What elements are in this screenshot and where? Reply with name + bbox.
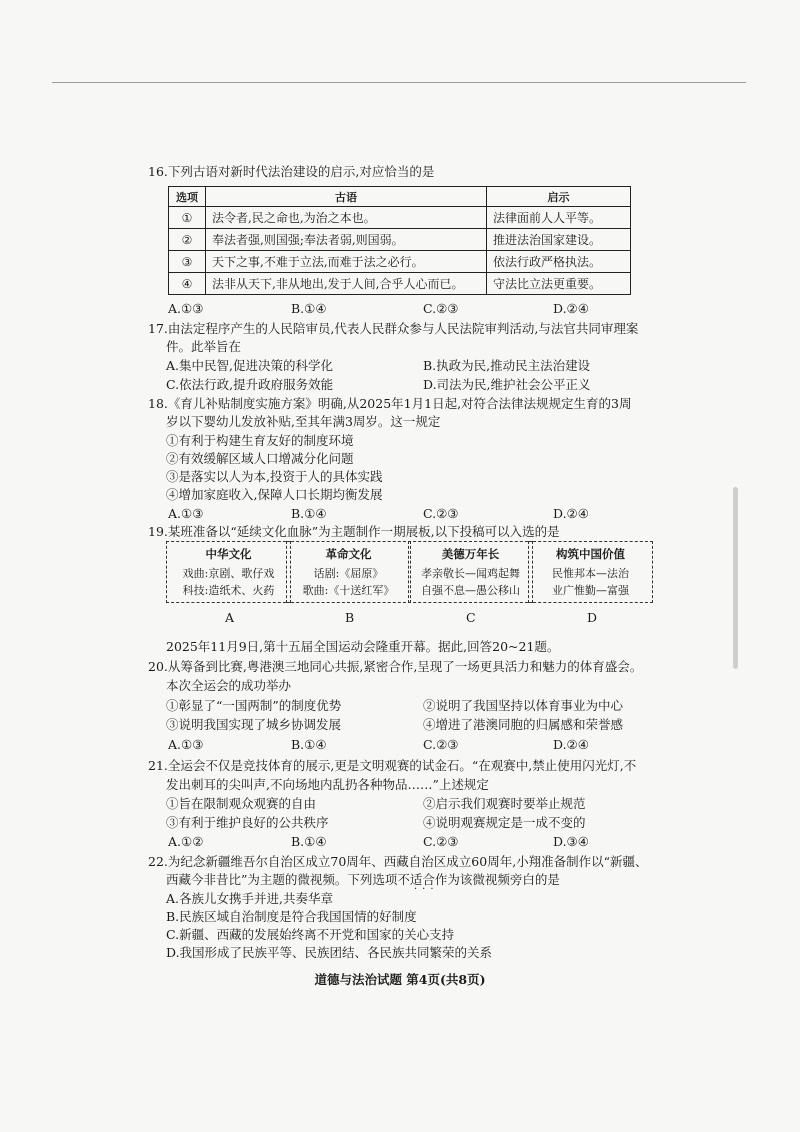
- q17-stem-line2: 件。此举旨在: [166, 339, 242, 354]
- q20-option-c: C.②③: [423, 737, 459, 752]
- q18-item-3: ③是落实以人为本,投资于人的具体实践: [166, 469, 383, 484]
- q20-option-b: B.①④: [291, 737, 327, 752]
- q18-stem-line1: 18.《育儿补贴制度实施方案》明确,从2025年1月1日起,对符合法律法规规定生育的3周: [148, 396, 632, 411]
- q18-option-a: A.①③: [168, 506, 204, 521]
- header-insight: 启示: [487, 187, 631, 207]
- q19-stem: 19.某班准备以“延续文化血脉”为主题制作一期展板,以下投稿可以入选的是: [148, 524, 560, 539]
- table-row: [169, 273, 631, 295]
- card-line: 自强不息—愚公移山: [421, 584, 520, 597]
- card-line: 戏曲:京剧、歌仔戏: [182, 567, 275, 580]
- q22-option-d: D.我国形成了民族平等、民族团结、各民族共同繁荣的关系: [166, 945, 493, 960]
- row-insight: 守法比立法更重要。: [487, 273, 631, 295]
- q21-item-1: ①旨在限制观众观赛的自由: [166, 796, 317, 811]
- q16-option-c: C.②③: [423, 301, 459, 316]
- card-line: 民惟邦本—法治: [552, 567, 629, 580]
- row-insight: 推进法治国家建设。: [487, 229, 631, 251]
- q22-option-b: B.民族区域自治制度是符合我国国情的好制度: [166, 909, 417, 924]
- row-saying: 天下之事,不难于立法,而难于法之必行。: [206, 251, 487, 273]
- emphasis-dots: ···: [414, 884, 439, 895]
- card-line: 歌曲:《十送红军》: [302, 584, 395, 597]
- q20-item-2: ②说明了我国坚持以体育事业为中心: [423, 698, 624, 713]
- q19-label-c: C: [466, 610, 476, 625]
- q22-stem-line1: 22.为纪念新疆维吾尔自治区成立70周年、西藏自治区成立60周年,小翔准备制作以“新疆、: [148, 854, 648, 869]
- header-saying: 古语: [206, 187, 487, 207]
- q17-option-c: C.依法行政,提升政府服务效能: [166, 377, 334, 392]
- table-row: [169, 251, 631, 273]
- card-line: 业广惟勤—富强: [552, 584, 629, 597]
- q19-card-d: [528, 541, 653, 603]
- card-line: 话剧:《屈原》: [313, 567, 384, 580]
- row-saying: 法令者,民之命也,为治之本也。: [206, 207, 487, 229]
- q19-card-a: [166, 541, 291, 603]
- q21-item-3: ③有利于维护良好的公共秩序: [166, 815, 329, 830]
- row-saying: 法非从天下,非从地出,发于人间,合乎人心而已。: [206, 273, 487, 295]
- card-title: 中华文化: [205, 547, 252, 561]
- q21-option-b: B.①④: [291, 834, 327, 849]
- q16-stem: 16.下列古语对新时代法治建设的启示,对应恰当的是: [148, 164, 435, 179]
- q19-label-a: A: [225, 610, 235, 625]
- row-insight: 依法行政严格执法。: [487, 251, 631, 273]
- row-num: ②: [169, 229, 206, 251]
- q20-stem-line1: 20.从筹备到比赛,粤港澳三地同心共振,紧密合作,呈现了一场更具活力和魅力的体育盛会。: [148, 659, 643, 674]
- table-row: [169, 229, 631, 251]
- q20-option-d: D.②④: [553, 737, 589, 752]
- top-divider: [52, 82, 746, 83]
- q20-item-3: ③说明我国实现了城乡协调发展: [166, 717, 342, 732]
- row-saying: 奉法者强,则国强;奉法者弱,则国弱。: [206, 229, 487, 251]
- card-line: 科技:造纸术、火药: [182, 584, 275, 597]
- q18-option-d: D.②④: [553, 506, 589, 521]
- table-row: [169, 207, 631, 229]
- q20-option-a: A.①③: [168, 737, 204, 752]
- q18-stem-line2: 岁以下婴幼儿发放补贴,至其年满3周岁。这一规定: [166, 414, 441, 429]
- q19-label-d: D: [587, 610, 598, 625]
- q22-stem-line2: 西藏今非昔比”为主题的微视频。下列选项不适合作为该微视频旁白的是: [166, 872, 560, 887]
- q17-option-d: D.司法为民,维护社会公平正义: [423, 377, 591, 392]
- q16-option-a: A.①③: [168, 301, 204, 316]
- q18-item-1: ①有利于构建生育友好的制度环境: [166, 433, 354, 448]
- intro-20-21: 2025年11月9日,第十五届全国运动会隆重开幕。据此,回答20~21题。: [166, 639, 560, 654]
- q21-option-c: C.②③: [423, 834, 459, 849]
- q21-item-4: ④说明观赛规定是一成不变的: [423, 815, 586, 830]
- q20-stem-line2: 本次全运会的成功举办: [166, 678, 292, 693]
- row-num: ③: [169, 251, 206, 273]
- q21-stem-line2: 发出刺耳的尖叫声,不向场地内乱扔各种物品……”上述规定: [166, 777, 489, 792]
- card-title: 美德万年长: [441, 547, 500, 561]
- q20-item-4: ④增进了港澳同胞的归属感和荣誉感: [423, 717, 624, 732]
- q18-item-2: ②有效缓解区域人口增减分化问题: [166, 451, 354, 466]
- card-title: 构筑中国价值: [556, 547, 625, 561]
- q16-option-b: B.①④: [291, 301, 327, 316]
- q21-option-d: D.③④: [553, 834, 589, 849]
- row-num: ④: [169, 273, 206, 295]
- table-header-row: [169, 187, 631, 207]
- scrollbar-thumb[interactable]: [733, 487, 738, 669]
- q22-option-a: A.各族儿女携手并进,共奏华章: [166, 891, 333, 906]
- row-insight: 法律面前人人平等。: [487, 207, 631, 229]
- q18-option-c: C.②③: [423, 506, 459, 521]
- q19-card-b: [286, 541, 411, 603]
- q19-label-b: B: [345, 610, 355, 625]
- header-option: 选项: [169, 187, 206, 207]
- q18-option-b: B.①④: [291, 506, 327, 521]
- card-line: 孝亲敬长—闻鸡起舞: [421, 567, 520, 580]
- q16-option-d: D.②④: [553, 301, 589, 316]
- q21-option-a: A.①②: [168, 834, 204, 849]
- q22-option-c: C.新疆、西藏的发展始终离不开党和国家的关心支持: [166, 927, 455, 942]
- q18-item-4: ④增加家庭收入,保障人口长期均衡发展: [166, 487, 383, 502]
- q21-stem-line1: 21.全运会不仅是竞技体育的展示,更是文明观赛的试金石。“在观赛中,禁止使用闪光灯,不: [148, 758, 637, 773]
- row-num: ①: [169, 207, 206, 229]
- q17-option-a: A.集中民智,促进决策的科学化: [166, 358, 333, 373]
- q20-item-1: ①彰显了“一国两制”的制度优势: [166, 698, 342, 713]
- card-title: 革命文化: [325, 547, 372, 561]
- page-footer: 道德与法治试题 第4页(共8页): [314, 972, 486, 987]
- q19-card-c: [408, 541, 533, 603]
- q21-item-2: ②启示我们观赛时要举止规范: [423, 796, 586, 811]
- q16-table: [168, 186, 631, 295]
- q17-stem-line1: 17.由法定程序产生的人民陪审员,代表人民群众参与人民法院审判活动,与法官共同审理案: [148, 321, 639, 336]
- q17-option-b: B.执政为民,推动民主法治建设: [423, 358, 591, 373]
